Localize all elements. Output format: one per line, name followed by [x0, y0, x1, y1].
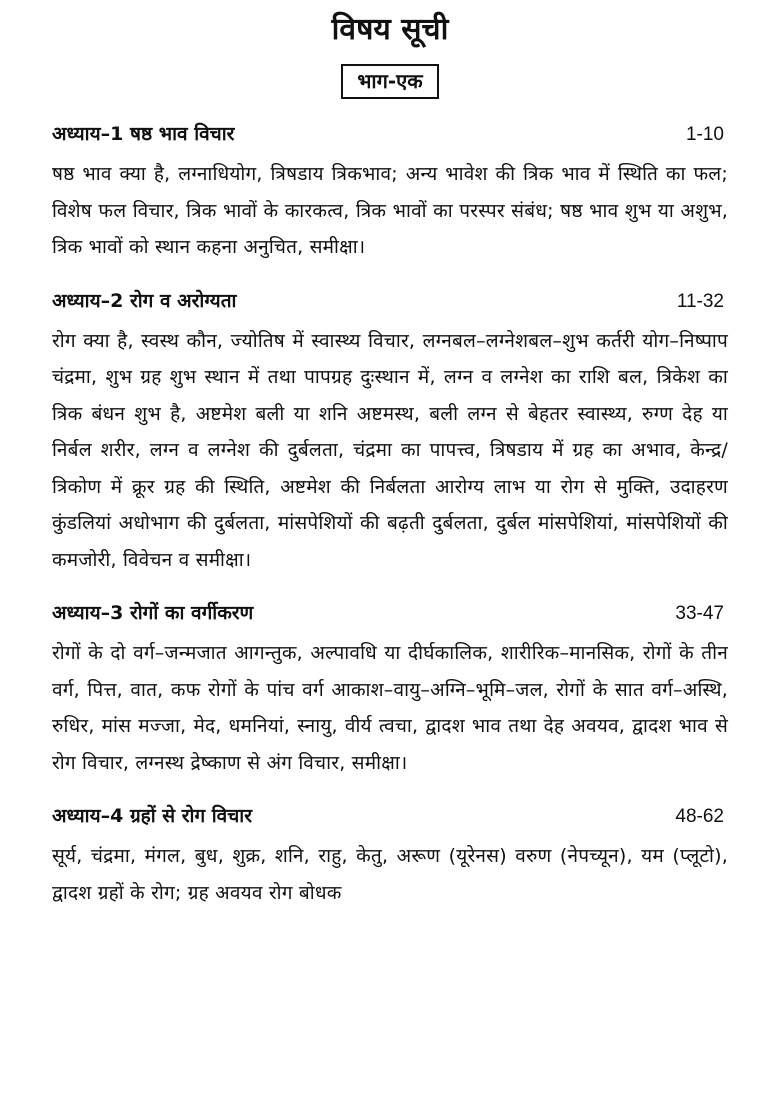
chapter-title: अध्याय–4 ग्रहों से रोग विचार	[52, 805, 253, 827]
document-page	[0, 10, 780, 1108]
chapter-title: अध्याय–1 षष्ठ भाव विचार	[52, 123, 235, 145]
chapter-heading-row	[52, 119, 728, 150]
chapter-description: रोगों के दो वर्ग–जन्मजात आगन्तुक, अल्पावधि या दीर्घकालिक, शारीरिक–मानसिक, रोगों के तीन वर्ग, पित्त, वात, कफ रोगों के पांच वर्ग आकाश–वायु–अग्नि–भूमि–जल, रोगों के सात वर्ग–अस्थि, रुधिर, मांस मज्जा, मेद, धमनियां, स्नायु, वीर्य त्वचा, द्वादश भाव तथा देह अवयव, द्वादश भाव से रोग विचार, लग्नस्थ द्रेष्काण से अंग विचार, समीक्षा।	[52, 642, 728, 774]
chapter-page-range: 1-10	[685, 124, 724, 145]
chapter-heading-row	[52, 286, 728, 317]
chapter-heading-row	[52, 598, 728, 629]
chapter-title: अध्याय–3 रोगों का वर्गीकरण	[52, 602, 254, 624]
chapter-page-range: 11-32	[676, 290, 724, 312]
chapter-description: सूर्य, चंद्रमा, मंगल, बुध, शुक्र, शनि, राहु, केतु, अरूण (यूरेनस) वरुण (नेपच्यून), यम (प्लूटो), द्वादश ग्रहों के रोग; ग्रह अवयव रोग बोधक	[52, 845, 728, 904]
part-label: भाग-एक	[341, 64, 438, 99]
chapter-2	[52, 286, 728, 579]
chapter-description: रोग क्या है, स्वस्थ कौन, ज्योतिष में स्वास्थ्य विचार, लग्नबल–लग्नेशबल–शुभ कर्तरी योग–निष्पाप चंद्रमा, शुभ ग्रह शुभ स्थान में तथा पापग्रह दुःस्थान में, लग्न व लग्नेश का राशि बल, त्रिकेश का त्रिक बंधन शुभ है, अष्टमेश बली या शनि अष्टमस्थ, बली लग्न से बेहतर स्वास्थ्य, रुग्ण देह या निर्बल शरीर, लग्न व लग्नेश की दुर्बलता, चंद्रमा का पापत्त्व, त्रिषडाय में ग्रह का अभाव, केन्द्र/त्रिकोण में क्रूर ग्रह की स्थिति, अष्टमेश की निर्बलता आरोग्य लाभ या रोग से मुक्ति, उदाहरण कुंडलियां अधोभाग की दुर्बलता, मांसपेशियों की बढ़ती दुर्बलता, दुर्बल मांसपेशियां, मांसपेशियों की कमजोरी, विवेचन व समीक्षा।	[52, 329, 728, 571]
chapter-4	[52, 801, 728, 911]
chapter-page-range: 48-62	[675, 806, 724, 827]
chapter-description: षष्ठ भाव क्या है, लग्नाधियोग, त्रिषडाय त्रिकभाव; अन्य भावेश की त्रिक भाव में स्थिति का फल; विशेष फल विचार, त्रिक भावों के कारकत्व, त्रिक भावों का परस्पर संबंध; षष्ठ भाव शुभ या अशुभ, त्रिक भावों को स्थान कहना अनुचित, समीक्षा।	[52, 163, 728, 258]
part-label-wrap	[52, 64, 728, 99]
chapter-heading-row	[52, 801, 728, 832]
chapter-title: अध्याय–2 रोग व अरोग्यता	[52, 289, 237, 312]
chapter-3	[52, 598, 728, 781]
page-title: विषय सूची	[331, 12, 449, 47]
chapter-page-range: 33-47	[675, 603, 724, 624]
chapter-1	[52, 119, 728, 266]
